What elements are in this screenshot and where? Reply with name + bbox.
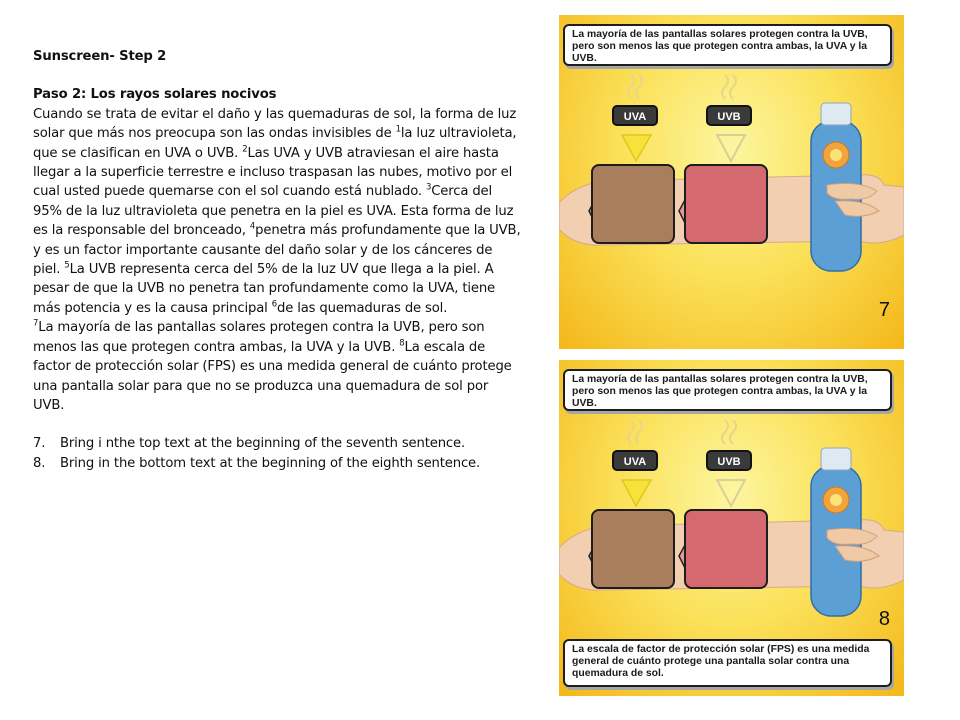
sentence-marker: 4 [249,221,256,232]
tan-skin-sample [589,510,674,588]
uvb-label: UVB [706,105,752,126]
list-item [33,454,523,473]
callout-text-top: La mayoría de las pantallas solares protegen contra la UVB, pero son menos las que protegen contra ambas, la UVA y la UVB. [563,24,892,66]
slide-number: 8 [878,608,890,630]
sentence-marker: 6 [271,299,277,310]
spacer [33,415,523,434]
sentence-text: de las quemaduras de sol. [276,300,448,316]
slide-number: 7 [878,299,890,321]
document-title: Sunscreen- Step 2 [33,49,167,64]
list-text: Bring in the bottom text at the beginning of the eighth sentence. [60,455,481,471]
sentence-text: Cerca del 95% de la luz ultravioleta que penetra en la piel es UVA. Esta forma de luz es la responsable del bronceado, [33,184,514,239]
list-number: 8. [33,455,46,471]
instruction-list [33,434,523,473]
sentence-text: la luz ultravioleta, que se clasifican en UVA o UVB. [33,126,517,161]
sentence-text: La mayoría de las pantallas solares protegen contra la UVB, pero son menos las que protegen contra ambas, la UVA y la UVB. [33,320,485,355]
sentence-text: penetra más profundamente que la UVB, y es un factor importante causante del daño solar y de los cánceres de piel. [33,223,521,278]
sentence-text: La escala de factor de protección solar (FPS) es una medida general de cuánto protege una pantalla solar para que no se produzca una quemadura de sol por UVB. [33,339,512,413]
sentence-text: La UVB representa cerca del 5% de la luz UV que llega a la piel. A pesar de que la UVB no penetra tan profundamente como la UVA, tiene más potencia y es la causa principal [33,262,495,316]
sentence-text: Cuando se trata de evitar el daño y las quemaduras de sol, la forma de luz solar que más nos preocupa son las ondas invisibles de [33,106,517,142]
sentence-marker: 7 [33,318,39,329]
callout-text-top: La mayoría de las pantallas solares protegen contra la UVB, pero son menos las que protegen contra ambas, la UVA y la UVB. [563,369,892,411]
list-text: Bring i nthe top text at the beginning of the seventh sentence. [60,436,466,452]
slide-8 [559,360,904,696]
burned-skin-sample [679,165,767,243]
sentence-text: Las UVA y UVB atraviesan el aire hasta llegar a la superficie terrestre e incluso traspasan las nubes, motivo por el cual usted puede quemarse con el sol cuando está nublado. [33,145,513,200]
sentence-marker: 2 [242,144,248,155]
paragraph-1 [33,105,523,318]
callout-text-bottom: La escala de factor de protección solar (FPS) es una medida general de cuánto protege una pantalla solar contra una quemadura de sol. [563,639,892,687]
slide-7 [559,15,904,349]
list-number: 7. [33,436,46,452]
burned-skin-sample [679,510,767,588]
sentence-marker: 5 [64,260,70,271]
sentence-marker: 3 [425,183,432,194]
section-heading: Paso 2: Los rayos solares nocivos [33,87,277,103]
document-text [33,47,523,473]
sentence-marker: 8 [399,338,405,349]
uvb-label: UVB [706,450,752,471]
tan-skin-sample [589,165,674,243]
paragraph-2 [33,318,523,415]
spacer [33,66,523,85]
sentence-marker: 1 [395,124,401,135]
list-item [33,434,523,453]
uva-label: UVA [612,105,658,126]
uva-label: UVA [612,450,658,471]
